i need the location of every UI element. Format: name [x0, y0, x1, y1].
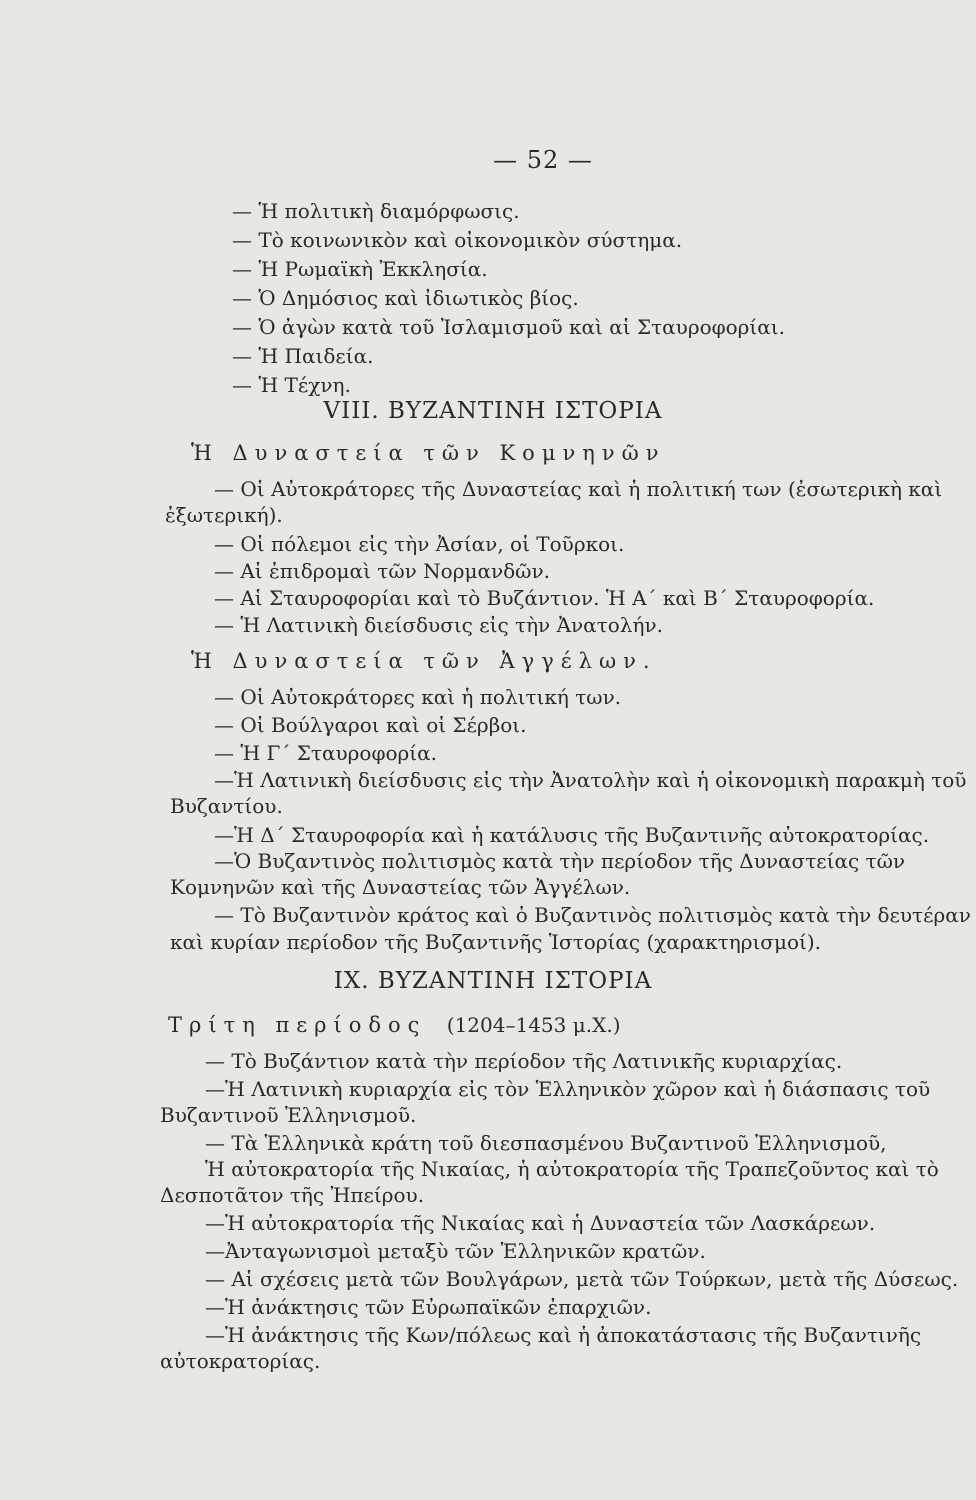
list-item: — Αἱ ἐπιδρομαὶ τῶν Νορμανδῶν. — [214, 559, 550, 583]
list-item: —Ἡ Δ΄ Σταυροφορία καὶ ἡ κατάλυσις τῆς Βυζαντινῆς αὐτοκρατορίας. — [214, 823, 930, 847]
list-item: — Αἱ σχέσεις μετὰ τῶν Βουλγάρων, μετὰ τῶν Τούρκων, μετὰ τῆς Δύσεως. — [205, 1267, 959, 1291]
list-item: —Ἀνταγωνισμοὶ μεταξὺ τῶν Ἑλληνικῶν κρατῶν. — [205, 1239, 706, 1263]
list-item: — Ἡ Παιδεία. — [232, 344, 374, 368]
list-item: — Ἡ Γ΄ Σταυροφορία. — [214, 741, 437, 765]
subsection-heading-komnenoi: Ἡ Δυναστεία τῶν Κομνηνῶν — [191, 441, 666, 465]
list-item: —Ἡ αὐτοκρατορία τῆς Νικαίας καὶ ἡ Δυναστεία τῶν Λασκάρεων. — [205, 1211, 876, 1235]
list-item-continuation: Δεσποτᾶτον τῆς Ἠπείρου. — [160, 1183, 425, 1207]
subsection-heading-period — [168, 1012, 621, 1038]
list-item: — Τὸ κοινωνικὸν καὶ οἰκονομικὸν σύστημα. — [232, 228, 683, 252]
list-item: —Ἡ ἀνάκτησις τῆς Κων/πόλεως καὶ ἡ ἀποκατάστασις τῆς Βυζαντινῆς — [205, 1323, 922, 1347]
list-item: —Ἡ Λατινικὴ διείσδυσις εἰς τὴν Ἀνατολὴν καὶ ἡ οἰκονομικὴ παρακμὴ τοῦ — [214, 768, 967, 792]
page-number: — 52 — — [493, 146, 593, 174]
list-item: — Τὰ Ἑλληνικὰ κράτη τοῦ διεσπασμένου Βυζαντινοῦ Ἑλληνισμοῦ, — [205, 1131, 887, 1155]
section-title-ix: IX. ΒΥΖΑΝΤΙΝΗ ΙΣΤΟΡΙΑ — [333, 968, 653, 994]
list-item: — Οἱ πόλεμοι εἰς τὴν Ἀσίαν, οἱ Τοῦρκοι. — [214, 532, 625, 556]
list-item-continuation: Βυζαντινοῦ Ἑλληνισμοῦ. — [160, 1103, 417, 1127]
section-title-viii: VIII. ΒΥΖΑΝΤΙΝΗ ΙΣΤΟΡΙΑ — [323, 398, 663, 424]
list-item: — Οἱ Αὐτοκράτορες καὶ ἡ πολιτική των. — [214, 685, 622, 709]
list-item: — Τὸ Βυζάντιον κατὰ τὴν περίοδον τῆς Λατινικῆς κυριαρχίας. — [205, 1049, 843, 1073]
list-item-continuation: Βυζαντίου. — [170, 794, 283, 818]
list-item-continuation: Ἡ αὐτοκρατορία τῆς Νικαίας, ἡ αὐτοκρατορία τῆς Τραπεζοῦντος καὶ τὸ — [205, 1157, 939, 1181]
list-item: — Οἱ Αὐτοκράτορες τῆς Δυναστείας καὶ ἡ πολιτική των (ἐσωτερικὴ καὶ — [214, 477, 943, 501]
list-item: —Ἡ Λατινικὴ κυριαρχία εἰς τὸν Ἑλληνικὸν χῶρον καὶ ἡ διάσπασις τοῦ — [205, 1077, 931, 1101]
period-heading-label: Τρίτη περίοδος — [168, 1013, 427, 1037]
period-heading-dates: (1204–1453 μ.Χ.) — [446, 1013, 621, 1037]
list-item: — Ἡ Τέχνη. — [232, 373, 351, 397]
list-item-continuation: Κομνηνῶν καὶ τῆς Δυναστείας τῶν Ἀγγέλων. — [170, 875, 631, 899]
list-item-continuation: καὶ κυρίαν περίοδον τῆς Βυζαντινῆς Ἱστορίας (χαρακτηρισμοί). — [170, 930, 821, 954]
list-item: — Ἡ πολιτικὴ διαμόρφωσις. — [232, 199, 520, 223]
list-item: — Οἱ Βούλγαροι καὶ οἱ Σέρβοι. — [214, 713, 527, 737]
list-item: — Αἱ Σταυροφορίαι καὶ τὸ Βυζάντιον. Ἡ Α΄ καὶ Β΄ Σταυροφορία. — [214, 586, 875, 610]
list-item: —Ὁ Βυζαντινὸς πολιτισμὸς κατὰ τὴν περίοδον τῆς Δυναστείας τῶν — [214, 849, 906, 873]
list-item: — Ὁ ἀγὼν κατὰ τοῦ Ἰσλαμισμοῦ καὶ αἱ Σταυροφορίαι. — [232, 315, 785, 339]
list-item: — Ὁ Δημόσιος καὶ ἰδιωτικὸς βίος. — [232, 286, 579, 310]
list-item: — Ἡ Λατινικὴ διείσδυσις εἰς τὴν Ἀνατολήν. — [214, 613, 663, 637]
list-item: — Ἡ Ρωμαϊκὴ Ἐκκλησία. — [232, 257, 488, 281]
list-item-continuation: ἐξωτερική). — [165, 503, 283, 527]
subsection-heading-angeloi: Ἡ Δυναστεία τῶν Ἀγγέλων. — [191, 649, 657, 673]
list-item-continuation: αὐτοκρατορίας. — [160, 1349, 321, 1373]
list-item: —Ἡ ἀνάκτησις τῶν Εὐρωπαϊκῶν ἐπαρχιῶν. — [205, 1295, 652, 1319]
list-item: — Τὸ Βυζαντινὸν κράτος καὶ ὁ Βυζαντινὸς πολιτισμὸς κατὰ τὴν δευτέραν — [214, 903, 971, 927]
